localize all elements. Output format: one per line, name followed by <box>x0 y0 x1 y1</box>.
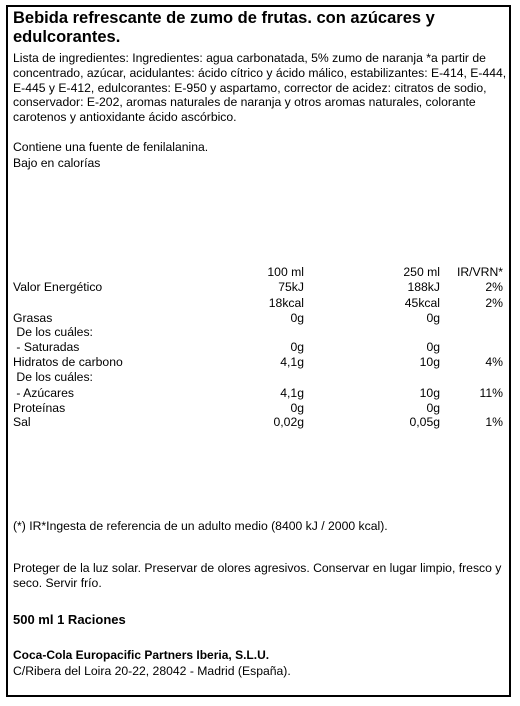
storage-instructions: Proteger de la luz solar. Preservar de olores agresivos. Conservar en lugar limpio, fresco y seco. Servir frío. <box>13 561 502 590</box>
value-per-250ml: 0g <box>426 401 440 415</box>
value-per-250ml: 0g <box>426 311 440 325</box>
value-reference-percent: 2% <box>485 280 503 294</box>
nutrient-label: De los cuáles: <box>13 370 93 384</box>
header-per-100ml: 100 ml <box>267 265 304 279</box>
value-reference-percent: 11% <box>479 386 503 400</box>
package-size: 500 ml 1 Raciones <box>13 612 126 627</box>
company-address: C/Ribera del Loira 20-22, 28042 - Madrid (España). <box>13 664 291 678</box>
nutrient-label: Valor Energético <box>13 280 103 294</box>
low-calorie-claim: Bajo en calorías <box>13 156 101 170</box>
value-per-250ml: 188kJ <box>407 280 440 294</box>
value-per-250ml: 10g <box>419 355 440 369</box>
value-reference-percent: 2% <box>485 296 503 310</box>
nutrient-label: - Azúcares <box>13 386 74 400</box>
value-per-100ml: 0g <box>290 401 304 415</box>
value-per-250ml: 0,05g <box>409 415 440 429</box>
reference-intake-note: (*) IR*Ingesta de referencia de un adulto medio (8400 kJ / 2000 kcal). <box>13 519 388 533</box>
nutrient-label: - Saturadas <box>13 340 80 354</box>
product-title: Bebida refrescante de zumo de frutas. con azúcares y edulcorantes. <box>13 9 435 46</box>
value-per-250ml: 45kcal <box>404 296 440 310</box>
value-reference-percent: 1% <box>485 415 503 429</box>
nutrient-label: Grasas <box>13 311 53 325</box>
header-per-250ml: 250 ml <box>403 265 440 279</box>
phenylalanine-notice: Contiene una fuente de fenilalanina. <box>13 140 209 154</box>
value-reference-percent: 4% <box>485 355 503 369</box>
ingredients-list: Lista de ingredientes: Ingredientes: agua carbonatada, 5% zumo de naranja *a partir de concentrado, azúcar, acidulantes: ácido cítrico y ácido málico, estabilizantes: E-414, E-444, E-445 y E-412, edulcorantes: E-950 y aspartamo, corrector de acidez: citratos de sodio, conservador: E-202, aromas naturales de naranja y otros aromas naturales, colorante carotenos y antioxidante ácido ascórbico. <box>13 51 507 125</box>
value-per-100ml: 18kcal <box>268 296 304 310</box>
value-per-100ml: 75kJ <box>278 280 304 294</box>
header-reference-value: IR/VRN* <box>456 265 503 279</box>
nutrient-label: De los cuáles: <box>13 325 93 339</box>
value-per-100ml: 4,1g <box>280 355 304 369</box>
value-per-250ml: 10g <box>419 386 440 400</box>
nutrient-label: Hidratos de carbono <box>13 355 123 369</box>
value-per-100ml: 0g <box>290 340 304 354</box>
nutrient-label: Proteínas <box>13 401 66 415</box>
value-per-100ml: 0g <box>290 311 304 325</box>
value-per-100ml: 4,1g <box>280 386 304 400</box>
company-name: Coca-Cola Europacific Partners Iberia, S.L.U. <box>13 648 270 662</box>
value-per-250ml: 0g <box>426 340 440 354</box>
value-per-100ml: 0,02g <box>273 415 304 429</box>
nutrient-label: Sal <box>13 415 31 429</box>
